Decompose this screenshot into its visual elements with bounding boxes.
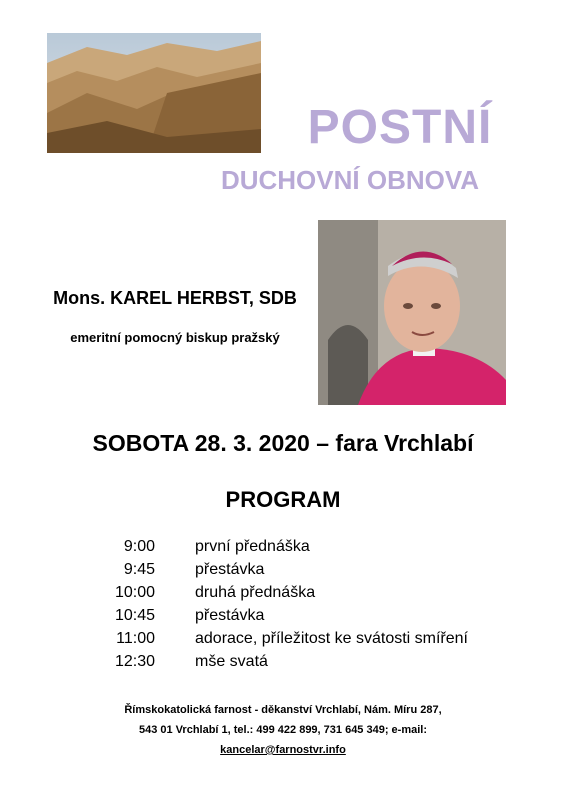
schedule-time: 9:00	[123, 538, 155, 555]
schedule-time: 10:45	[114, 607, 155, 624]
page-subtitle: DUCHOVNÍ OBNOVA	[220, 165, 480, 195]
speaker-role: emeritní pomocný biskup pražský	[70, 330, 280, 345]
email-link[interactable]: kancelar@farnostvr.info	[220, 744, 346, 756]
schedule-item: přestávka	[195, 607, 265, 624]
schedule-time: 11:00	[116, 630, 155, 647]
program-heading: PROGRAM	[225, 487, 341, 512]
schedule-time: 12:30	[114, 653, 155, 670]
footer-phone-line: 543 01 Vrchlabí 1, tel.: 499 422 899, 731 645 349; e-mail:	[138, 724, 428, 736]
schedule-time: 10:00	[114, 584, 155, 601]
speaker-portrait-photo	[318, 220, 506, 405]
schedule-row	[100, 561, 530, 584]
schedule-item: přestávka	[195, 561, 265, 578]
schedule-row	[100, 584, 530, 607]
desert-landscape-photo	[47, 33, 261, 153]
schedule-item: adorace, příležitost ke svátosti smíření	[195, 630, 468, 647]
page-title: POSTNÍ	[307, 101, 493, 154]
schedule-time: 9:45	[123, 561, 155, 578]
event-date-place: SOBOTA 28. 3. 2020 – fara Vrchlabí	[92, 430, 474, 456]
schedule-row	[100, 607, 530, 630]
schedule-item: druhá přednáška	[195, 584, 316, 601]
schedule-row	[100, 538, 530, 561]
schedule-row	[100, 630, 530, 653]
schedule-item: první přednáška	[195, 538, 310, 555]
footer-address-line: Římskokatolická farnost - děkanství Vrchlabí, Nám. Míru 287,	[124, 704, 442, 716]
schedule-row	[100, 653, 530, 676]
speaker-name: Mons. KAREL HERBST, SDB	[53, 288, 297, 308]
schedule-item: mše svatá	[195, 653, 268, 670]
contact-footer	[0, 700, 566, 760]
program-schedule	[100, 538, 530, 676]
